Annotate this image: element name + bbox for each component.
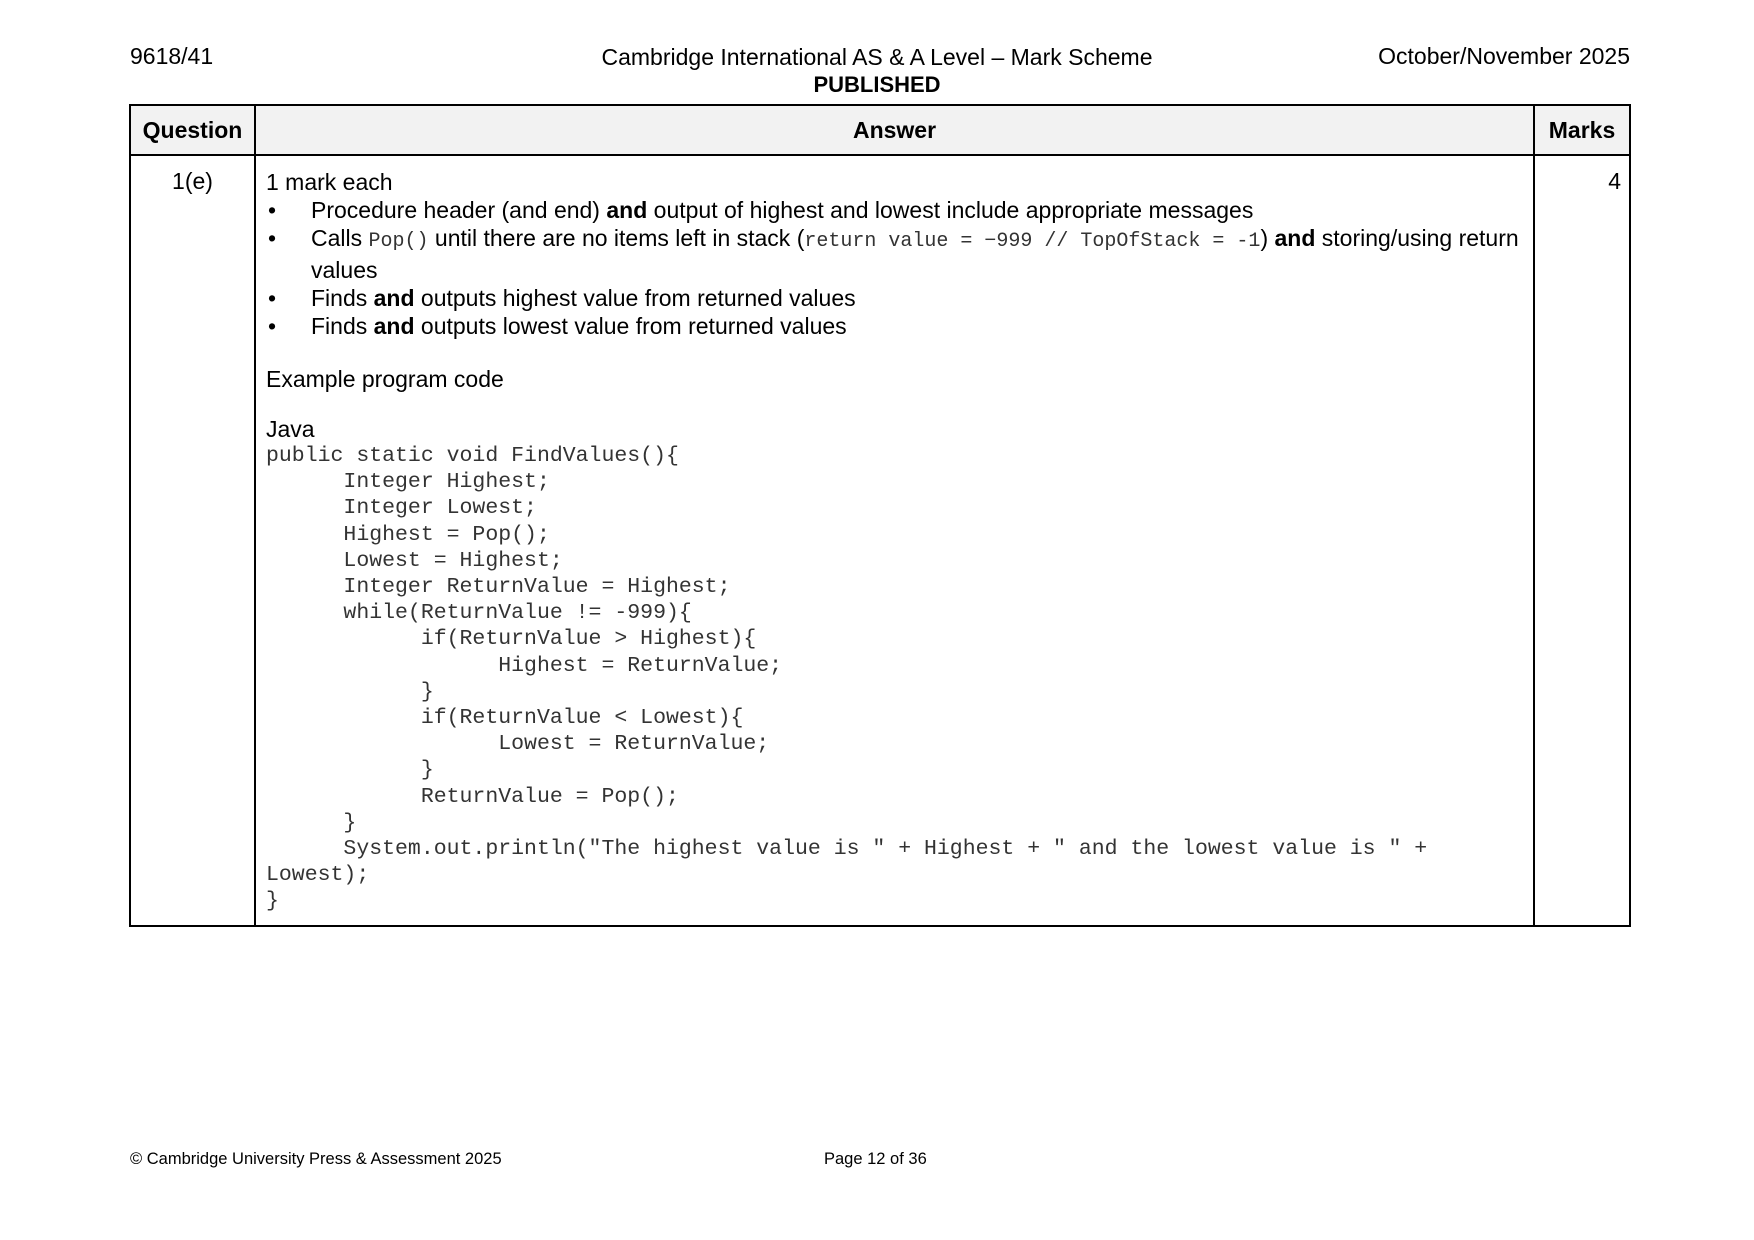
point-text: until there are no items left in stack ( (428, 225, 805, 251)
marks-column-header: Marks (1534, 105, 1630, 155)
mark-scheme-table (129, 104, 1631, 927)
exam-session: October/November 2025 (1378, 43, 1630, 69)
table-header-row (130, 105, 1630, 155)
question-column-header: Question (130, 105, 255, 155)
bullet-icon: • (268, 225, 277, 251)
marking-point (266, 224, 1523, 284)
marking-point (266, 312, 1523, 340)
answer-cell (255, 155, 1534, 926)
point-emphasis: and (1274, 225, 1316, 251)
language-label: Java (266, 416, 315, 442)
document-title: Cambridge International AS & A Level – Mark Scheme (601, 44, 1153, 70)
point-text: Calls (311, 225, 369, 251)
point-text: Finds (311, 285, 374, 311)
marking-point (266, 196, 1523, 224)
inline-code: Pop() (368, 230, 429, 253)
bullet-icon: • (268, 285, 277, 311)
point-text: outputs highest value from returned values (414, 285, 856, 311)
published-label: PUBLISHED (813, 72, 941, 97)
point-text: outputs lowest value from returned values (414, 313, 847, 339)
point-emphasis: and (606, 197, 648, 223)
point-text: output of highest and lowest include appropriate messages (647, 197, 1254, 223)
mark-allocation-intro: 1 mark each (266, 169, 393, 195)
code-block: public static void FindValues(){ Integer Highest; Integer Lowest; Highest = Pop(); Lowest = Highest; Integer ReturnValue = Highest; while(ReturnValue != -999){ if(ReturnValue > Highest){ Highest = ReturnValue; } if(ReturnValue < Lowest){ Lowest = ReturnValue; } ReturnValue = Pop(); } System.out.println("The highest value is " + Highest + " and the lowest value is " + Lowest); } (266, 444, 1428, 914)
document-title-block (477, 43, 1277, 99)
example-heading: Example program code (266, 366, 504, 392)
page-number: Page 12 of 36 (824, 1150, 927, 1168)
inline-code: return value = −999 // TopOfStack = -1 (804, 230, 1261, 253)
point-text: storing/using return values (311, 225, 1519, 283)
question-number: 1(e) (130, 155, 255, 926)
point-emphasis: and (373, 285, 415, 311)
answer-column-header: Answer (255, 105, 1534, 155)
point-text: Procedure header (and end) (311, 197, 607, 223)
paper-code: 9618/41 (130, 43, 214, 69)
copyright-notice: © Cambridge University Press & Assessment 2025 (130, 1150, 502, 1168)
table-row (130, 155, 1630, 926)
point-text: Finds (311, 313, 374, 339)
marking-point (266, 284, 1523, 312)
marks-value: 4 (1534, 155, 1630, 926)
bullet-icon: • (268, 313, 277, 339)
bullet-icon: • (268, 197, 277, 223)
marking-points-list (266, 196, 1523, 340)
point-emphasis: and (373, 313, 415, 339)
point-text: ) (1260, 225, 1275, 251)
